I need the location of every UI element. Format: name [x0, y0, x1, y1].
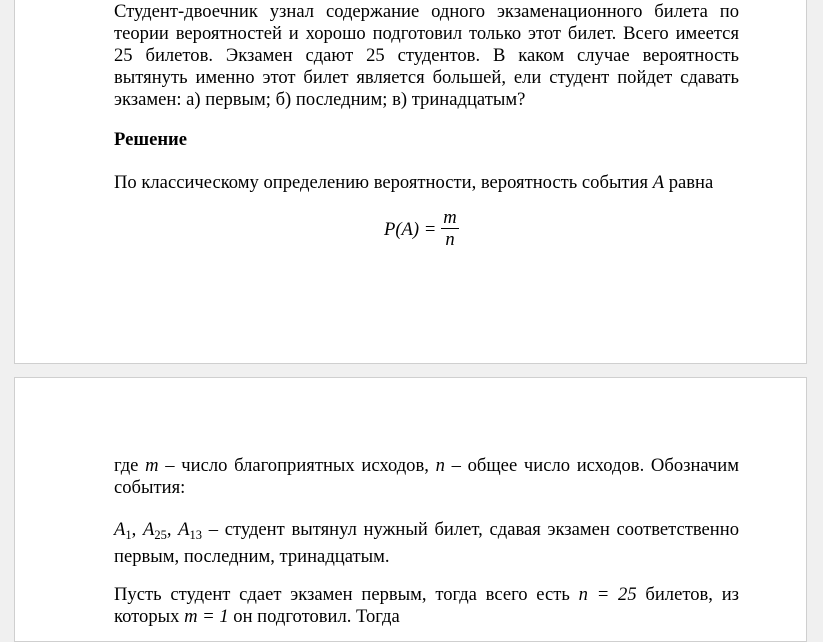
n-equals: n = 25 — [578, 584, 637, 605]
n-symbol: n — [435, 455, 445, 476]
where-prefix: где — [114, 455, 146, 476]
definition-text: По классическому определению вероятности, вероятность события — [114, 172, 653, 193]
m-symbol: m — [145, 455, 159, 476]
solution-heading: Решение — [114, 129, 187, 150]
case-text-2: билетов, из которых — [114, 584, 739, 627]
definition-sentence — [114, 172, 739, 194]
definition-suffix: равна — [664, 172, 714, 193]
formula-lhs: P(A) = — [384, 218, 437, 240]
problem-statement: Студент-двоечник узнал содержание одного экзаменационного билета по теории вероятностей и хорошо подготовил только этот билет. Всего имеется 25 билетов. Экзамен сдают 25 студентов. В каком случае вероятность вытянуть именно этот билет является большей, ели студент пойдет сдавать экзамен: а) первым; б) последним; в) тринадцатым? — [114, 1, 739, 110]
where-paragraph — [114, 455, 739, 499]
events-paragraph: $A_1$, $A_{25}$, $A_{13}$ – студент вытянул нужный билет, сдавая экзамен соответственно первым, последним, тринадцатым. — [114, 519, 740, 567]
probability-formula — [384, 208, 459, 251]
events-dash: – — [202, 519, 219, 540]
event-symbol: A — [652, 172, 665, 193]
m-equals: m = 1 — [184, 606, 229, 627]
formula-numerator: m — [443, 207, 457, 228]
formula-denominator: n — [445, 229, 455, 251]
event-a13: $A_{13}$ — [178, 519, 203, 542]
events-description: студент вытянул нужный билет, сдавая экзамен соответственно первым, последним, тринадцатым. — [114, 519, 740, 567]
formula-fraction — [441, 208, 458, 251]
event-a25: $A_{25}$ — [142, 519, 167, 542]
event-a1: $A_1$ — [114, 519, 132, 542]
n-description: – общее число исходов. Обозначим события: — [114, 455, 739, 498]
case-text-3: он подготовил. Тогда — [228, 606, 400, 627]
m-description: – число благоприятных исходов, — [158, 455, 436, 476]
case-text-1: Пусть студент сдает экзамен первым, тогда всего есть — [114, 584, 579, 605]
case-first-paragraph — [114, 584, 739, 628]
